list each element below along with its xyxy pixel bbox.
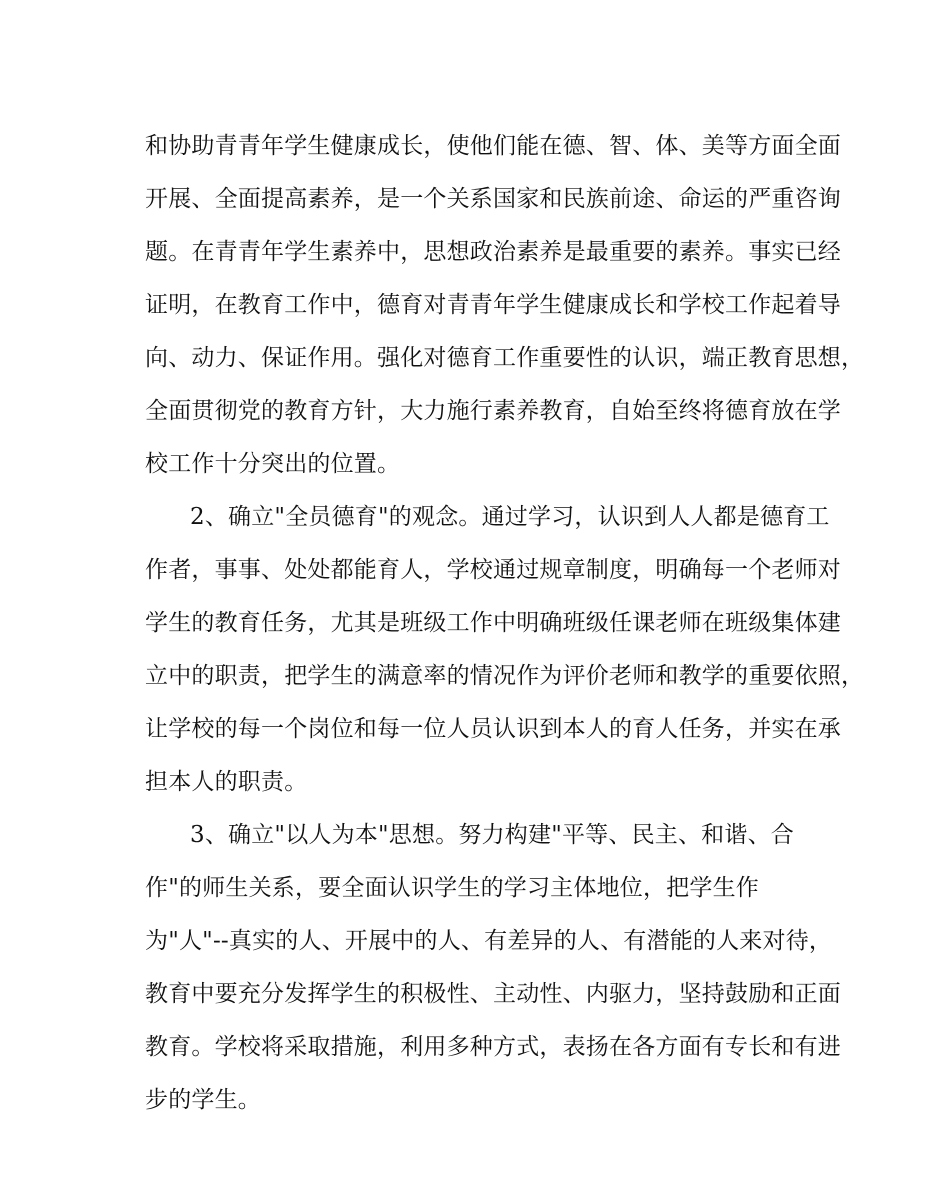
text-line: 开展、全面提高素养，是一个关系国家和民族前途、命运的严重咨询: [145, 186, 841, 212]
text-line: 学生的教育任务，尤其是班级工作中明确班级任课老师在班级集体建: [145, 610, 841, 636]
text-line: 作者，事事、处处都能育人，学校通过规章制度，明确每一个老师对: [145, 557, 841, 583]
text-line: 校工作十分突出的位置。: [145, 451, 401, 477]
text-line: 和协助青青年学生健康成长，使他们能在德、智、体、美等方面全面: [145, 133, 841, 159]
text-line: 全面贯彻党的教育方针，大力施行素养教育，自始至终将德育放在学: [145, 398, 841, 424]
text-line: 步的学生。: [145, 1087, 261, 1113]
text-line: 教育中要充分发挥学生的积极性、主动性、内驱力，坚持鼓励和正面: [145, 981, 841, 1007]
paragraph-3-first-line: 3、确立"以人为本"思想。努力构建"平等、民主、和谐、合: [190, 822, 794, 848]
text-line: 担本人的职责。: [145, 769, 308, 795]
text-line: 向、动力、保证作用。强化对德育工作重要性的认识，端正教育思想，: [145, 345, 865, 371]
paragraph-2-first-line: 2、确立"全员德育"的观念。通过学习，认识到人人都是德育工: [190, 504, 830, 530]
text-line: 立中的职责，把学生的满意率的情况作为评价老师和教学的重要依照，: [145, 663, 865, 689]
text-line: 作"的师生关系，要全面认识学生的学习主体地位，把学生作: [145, 875, 759, 901]
text-line: 让学校的每一个岗位和每一位人员认识到本人的育人任务，并实在承: [145, 716, 841, 742]
text-line: 题。在青青年学生素养中，思想政治素养是最重要的素养。事实已经: [145, 239, 841, 265]
text-line: 证明，在教育工作中，德育对青青年学生健康成长和学校工作起着导: [145, 292, 841, 318]
text-line: 为"人"--真实的人、开展中的人、有差异的人、有潜能的人来对待，: [145, 928, 833, 954]
text-line: 教育。学校将采取措施，利用多种方式，表扬在各方面有专长和有进: [145, 1034, 841, 1060]
